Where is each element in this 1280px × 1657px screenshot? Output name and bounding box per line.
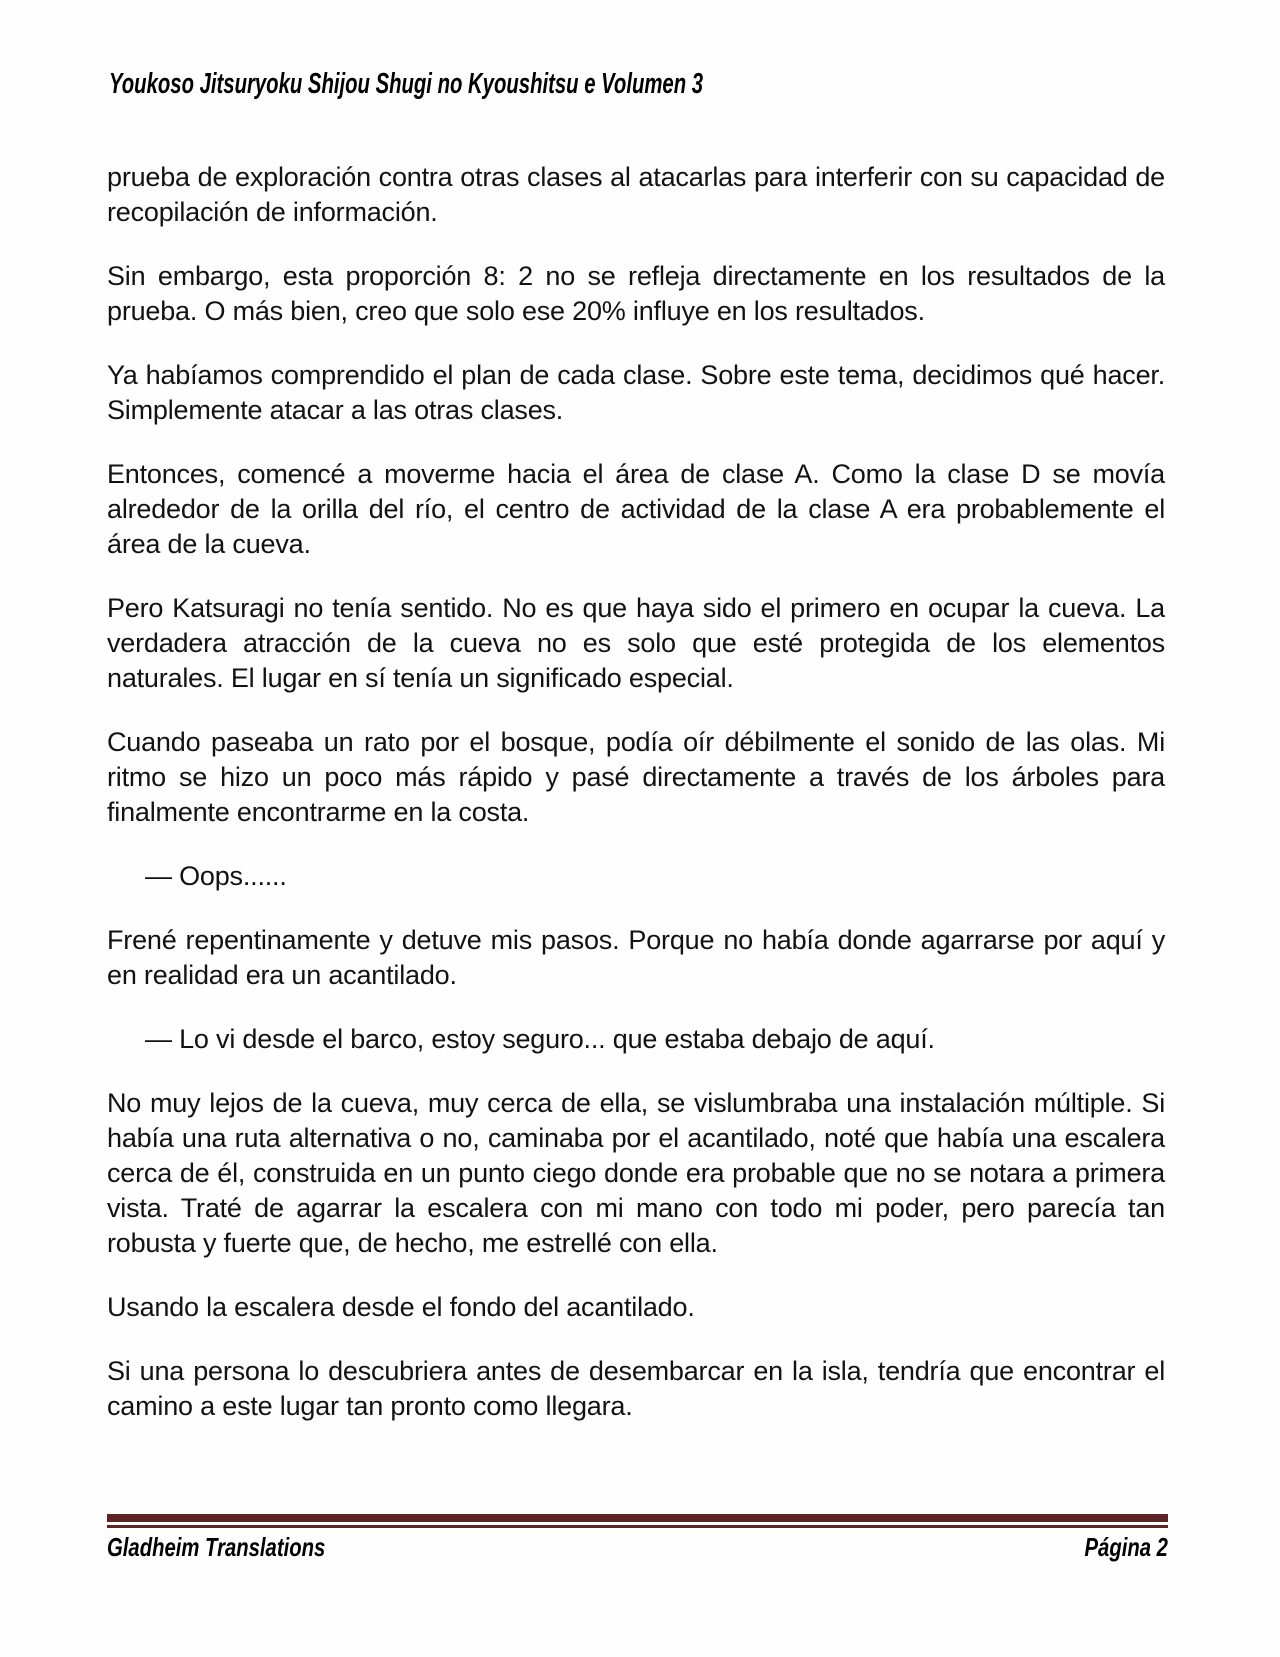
footer-divider-rule xyxy=(107,1514,1168,1528)
paragraph: Ya habíamos comprendido el plan de cada clase. Sobre este tema, decidimos qué hacer. Simplemente atacar a las otras clases. xyxy=(107,360,1165,425)
paragraph: Sin embargo, esta proporción 8: 2 no se refleja directamente en los resultados de la prueba. O más bien, creo que solo ese 20% influye en los resultados. xyxy=(107,261,1165,326)
page-footer xyxy=(107,1514,1168,1563)
paragraph: Pero Katsuragi no tenía sentido. No es que haya sido el primero en ocupar la cueva. La verdadera atracción de la cueva no es solo que esté protegida de los elementos naturales. El lugar en sí tenía un significado especial. xyxy=(107,593,1165,693)
footer-page-number: Página 2 xyxy=(1084,1532,1168,1562)
paragraph: prueba de exploración contra otras clases al atacarlas para interferir con su capacidad de recopilación de información. xyxy=(107,162,1165,227)
paragraph: No muy lejos de la cueva, muy cerca de ella, se vislumbraba una instalación múltiple. Si había una ruta alternativa o no, caminaba por el acantilado, noté que había una escalera cerca de él, construida en un punto ciego donde era probable que no se notara a primera vista. Traté de agarrar la escalera con mi mano con todo mi poder, pero parecía tan robusta y fuerte que, de hecho, me estrellé con ella. xyxy=(107,1088,1165,1258)
paragraph: Si una persona lo descubriera antes de desembarcar en la isla, tendría que encontrar el camino a este lugar tan pronto como llegara. xyxy=(107,1356,1165,1421)
paragraph: Frené repentinamente y detuve mis pasos. Porque no había donde agarrarse por aquí y en realidad era un acantilado. xyxy=(107,925,1165,990)
footer-translator-credit: Gladheim Translations xyxy=(107,1532,326,1562)
paragraph: Cuando paseaba un rato por el bosque, podía oír débilmente el sonido de las olas. Mi ritmo se hizo un poco más rápido y pasé directamente a través de los árboles para finalmente encontrarme en la costa. xyxy=(107,727,1165,827)
page-header-title: Youkoso Jitsuryoku Shijou Shugi no Kyoushitsu e Volumen 3 xyxy=(109,68,704,100)
dialogue-line: — Lo vi desde el barco, estoy seguro... que estaba debajo de aquí. xyxy=(145,1024,935,1054)
footer-text-row xyxy=(107,1532,1168,1563)
dialogue-line: — Oops...... xyxy=(145,861,287,891)
paragraph: Usando la escalera desde el fondo del acantilado. xyxy=(107,1292,695,1322)
body-text xyxy=(107,160,1165,1453)
paragraph: Entonces, comencé a moverme hacia el área de clase A. Como la clase D se movía alrededor de la orilla del río, el centro de actividad de la clase A era probablemente el área de la cueva. xyxy=(107,459,1165,559)
